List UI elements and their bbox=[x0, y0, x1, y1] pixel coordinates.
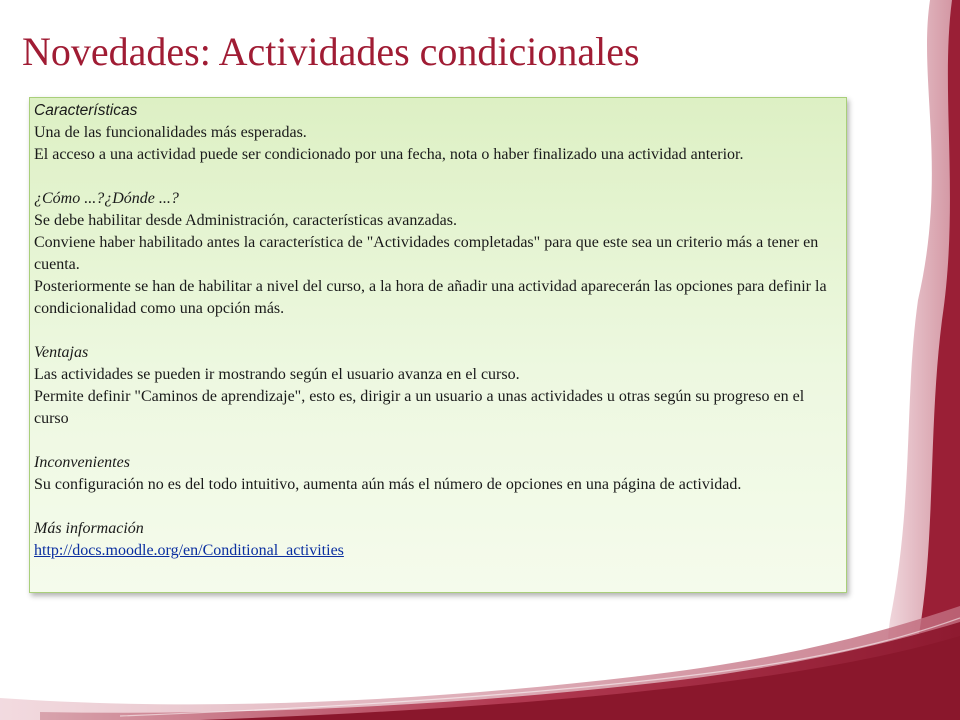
how-line-3: Posteriormente se han de habilitar a nivel del curso, a la hora de añadir una actividad aparecerán las opciones para definir la condicionalidad como una opción más. bbox=[34, 278, 827, 317]
features-line-1: Una de las funcionalidades más esperadas. bbox=[34, 124, 307, 141]
content-box bbox=[29, 97, 847, 593]
how-line-1: Se debe habilitar desde Administración, características avanzadas. bbox=[34, 212, 457, 229]
features-heading: Características bbox=[34, 102, 138, 119]
how-heading: ¿Cómo ...?¿Dónde ...? bbox=[34, 190, 179, 207]
advantages-heading: Ventajas bbox=[34, 344, 89, 361]
more-info-heading: Más información bbox=[34, 520, 144, 537]
bottom-wave-light bbox=[0, 606, 960, 720]
drawbacks-heading: Inconvenientes bbox=[34, 454, 130, 471]
more-info-link[interactable]: http://docs.moodle.org/en/Conditional_activities bbox=[34, 542, 344, 559]
features-line-2: El acceso a una actividad puede ser condicionado por una fecha, nota o haber finalizado una actividad anterior. bbox=[34, 146, 744, 163]
spacer bbox=[34, 430, 842, 452]
drawbacks-line-1: Su configuración no es del todo intuitivo, aumenta aún más el número de opciones en una página de actividad. bbox=[34, 476, 742, 493]
spacer bbox=[34, 496, 842, 518]
advantages-line-1: Las actividades se pueden ir mostrando según el usuario avanza en el curso. bbox=[34, 366, 520, 383]
spacer bbox=[34, 320, 842, 342]
spacer bbox=[34, 166, 842, 188]
right-band-dark bbox=[912, 0, 960, 720]
bottom-wave-highlight bbox=[120, 618, 960, 716]
right-band-light bbox=[880, 0, 960, 720]
how-line-2: Conviene haber habilitado antes la característica de "Actividades completadas" para que este sea un criterio más a tener en cuenta. bbox=[34, 234, 819, 273]
slide-title: Novedades: Actividades condicionales bbox=[22, 29, 640, 74]
bottom-wave-mid bbox=[40, 622, 960, 720]
advantages-line-2: Permite definir "Caminos de aprendizaje", esto es, dirigir a un usuario a unas actividades u otras según su progreso en el curso bbox=[34, 388, 805, 427]
bottom-wave-dark bbox=[200, 636, 960, 720]
